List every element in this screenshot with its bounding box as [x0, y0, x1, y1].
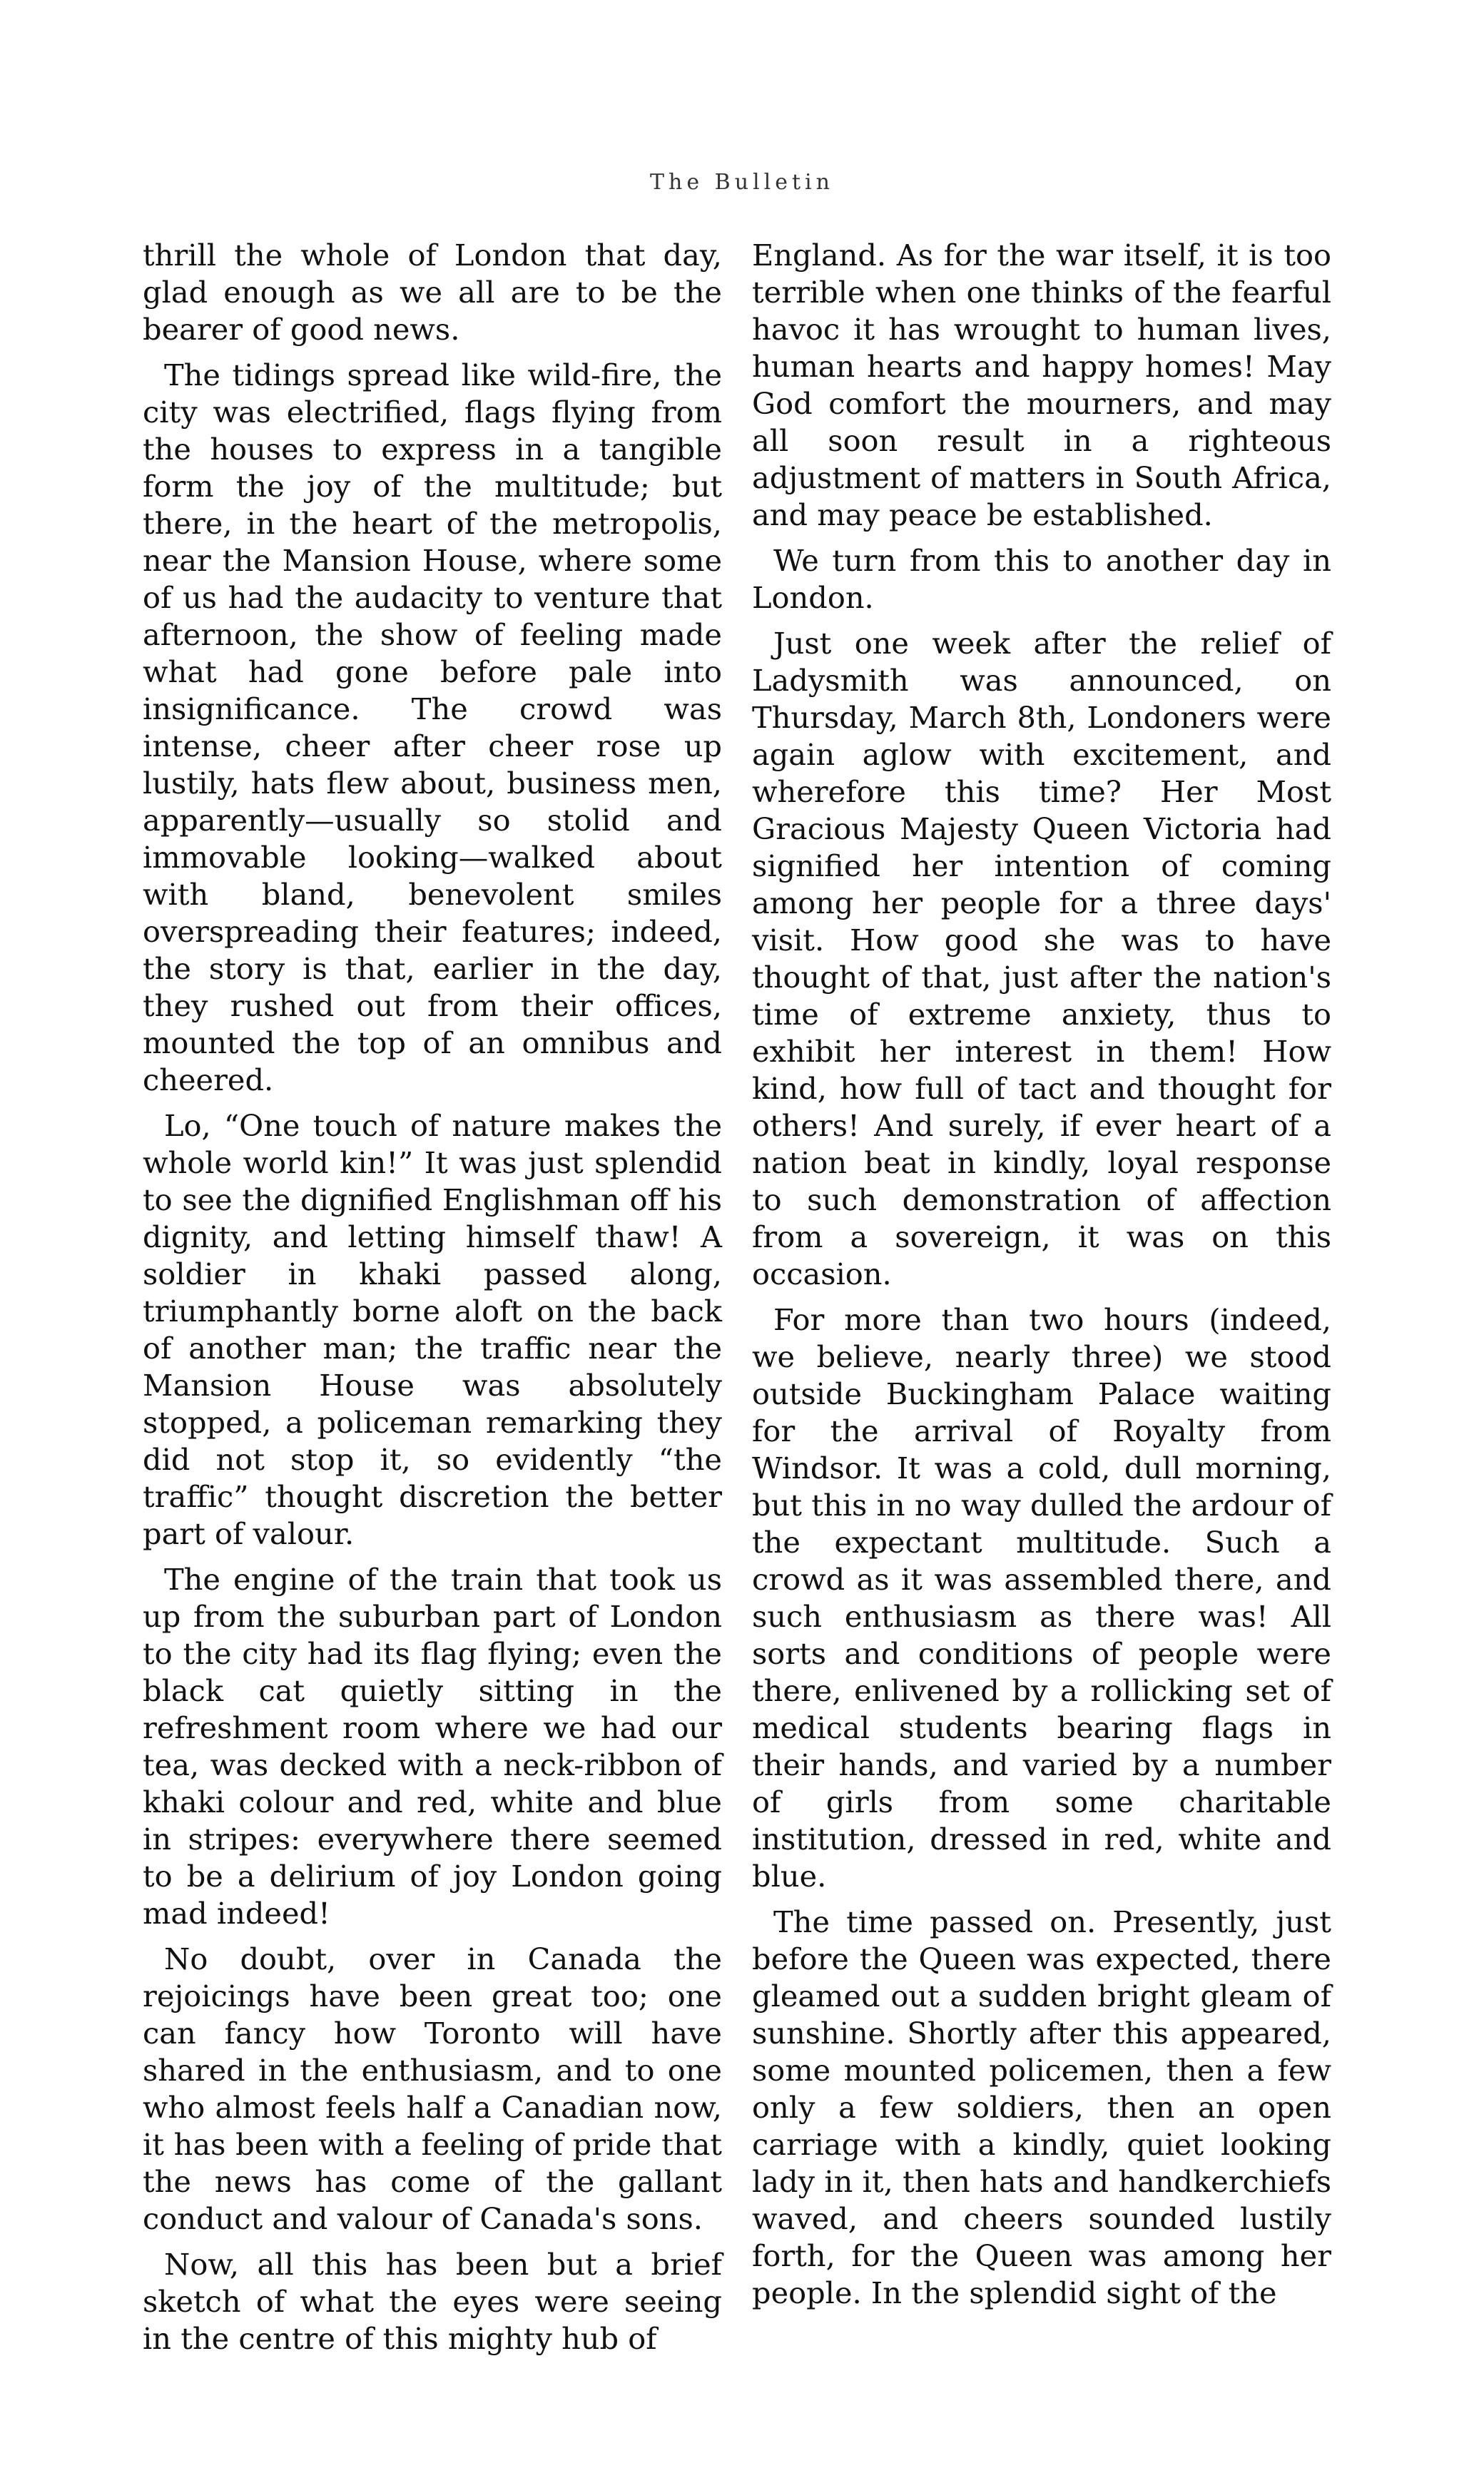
paragraph: Now, all this has been but a brief sketch of what the eyes were seeing in the centre of this mighty hub of — [143, 2247, 722, 2356]
left-column — [143, 237, 722, 2366]
right-column — [752, 237, 1331, 2320]
paragraph: The engine of the train that took us up from the suburban part of London to the city had its flag flying; even the black cat quietly sitting in the refreshment room where we had our tea, was decked with a neck-ribbon of khaki colour and red, white and blue in stripes: everywhere there seemed to be a delirium of joy London going mad indeed! — [143, 1562, 722, 1931]
paragraph: thrill the whole of London that day, glad enough as we all are to be the bearer of good news. — [143, 238, 722, 347]
paragraph: Just one week after the relief of Ladysmith was announced, on Thursday, March 8th, Londoners were again aglow with excitement, and wherefore this time? Her Most Gracious Majesty Queen Victoria had signified her intention of coming among her people for a three days' visit. How good she was to have thought of that, just after the nation's time of extreme anxiety, thus to exhibit her interest in them! How kind, how full of tact and thought for others! And surely, if ever heart of a nation beat in kindly, loyal response to such demonstration of affection from a sovereign, it was on this occasion. — [752, 626, 1331, 1291]
paragraph: No doubt, over in Canada the rejoicings have been great too; one can fancy how Toronto will have shared in the enthusiasm, and to one who almost feels half a Canadian now, it has been with a feeling of pride that the news has come of the gallant conduct and valour of Canada's sons. — [143, 1941, 722, 2236]
paragraph: The time passed on. Presently, just before the Queen was expected, there gleamed out a sudden bright gleam of sunshine. Shortly after this appeared, some mounted policemen, then a few only a few soldiers, then an open carriage with a kindly, quiet looking lady in it, then hats and handkerchiefs waved, and cheers sounded lustily forth, for the Queen was among her people. In the splendid sight of the — [752, 1904, 1331, 2310]
paragraph: We turn from this to another day in London. — [752, 543, 1331, 615]
paragraph: Lo, “One touch of nature makes the whole world kin!” It was just splendid to see the dignified Englishman off his dignity, and letting himself thaw! A soldier in khaki passed along, triumphantly borne aloft on the back of another man; the traffic near the Mansion House was absolutely stopped, a policeman remarking they did not stop it, so evidently “the traffic” thought discretion the better part of valour. — [143, 1108, 722, 1551]
running-head: The Bulletin — [650, 170, 834, 195]
paragraph: England. As for the war itself, it is too terrible when one thinks of the fearful havoc it has wrought to human lives, human hearts and happy homes! May God comfort the mourners, and may all soon result in a righteous adjustment of matters in South Africa, and may peace be established. — [752, 238, 1331, 532]
paragraph: For more than two hours (indeed, we believe, nearly three) we stood outside Buckingham Palace waiting for the arrival of Royalty from Windsor. It was a cold, dull morning, but this in no way dulled the ardour of the expectant multitude. Such a crowd as it was assembled there, and such enthusiasm as there was! All sorts and conditions of people were there, enlivened by a rollicking set of medical students bearing flags in their hands, and varied by a number of girls from some charitable institution, dressed in red, white and blue. — [752, 1302, 1331, 1894]
paragraph: The tidings spread like wild-fire, the city was electrified, flags flying from the houses to express in a tangible form the joy of the multitude; but there, in the heart of the metropolis, near the Mansion House, where some of us had the audacity to venture that afternoon, the show of feeling made what had gone before pale into insignificance. The crowd was intense, cheer after cheer rose up lustily, hats flew about, business men, apparently—usually so stolid and immovable looking—walked about with bland, benevolent smiles overspreading their features; indeed, the story is that, earlier in the day, they rushed out from their offices, mounted the top of an omnibus and cheered. — [143, 357, 722, 1097]
